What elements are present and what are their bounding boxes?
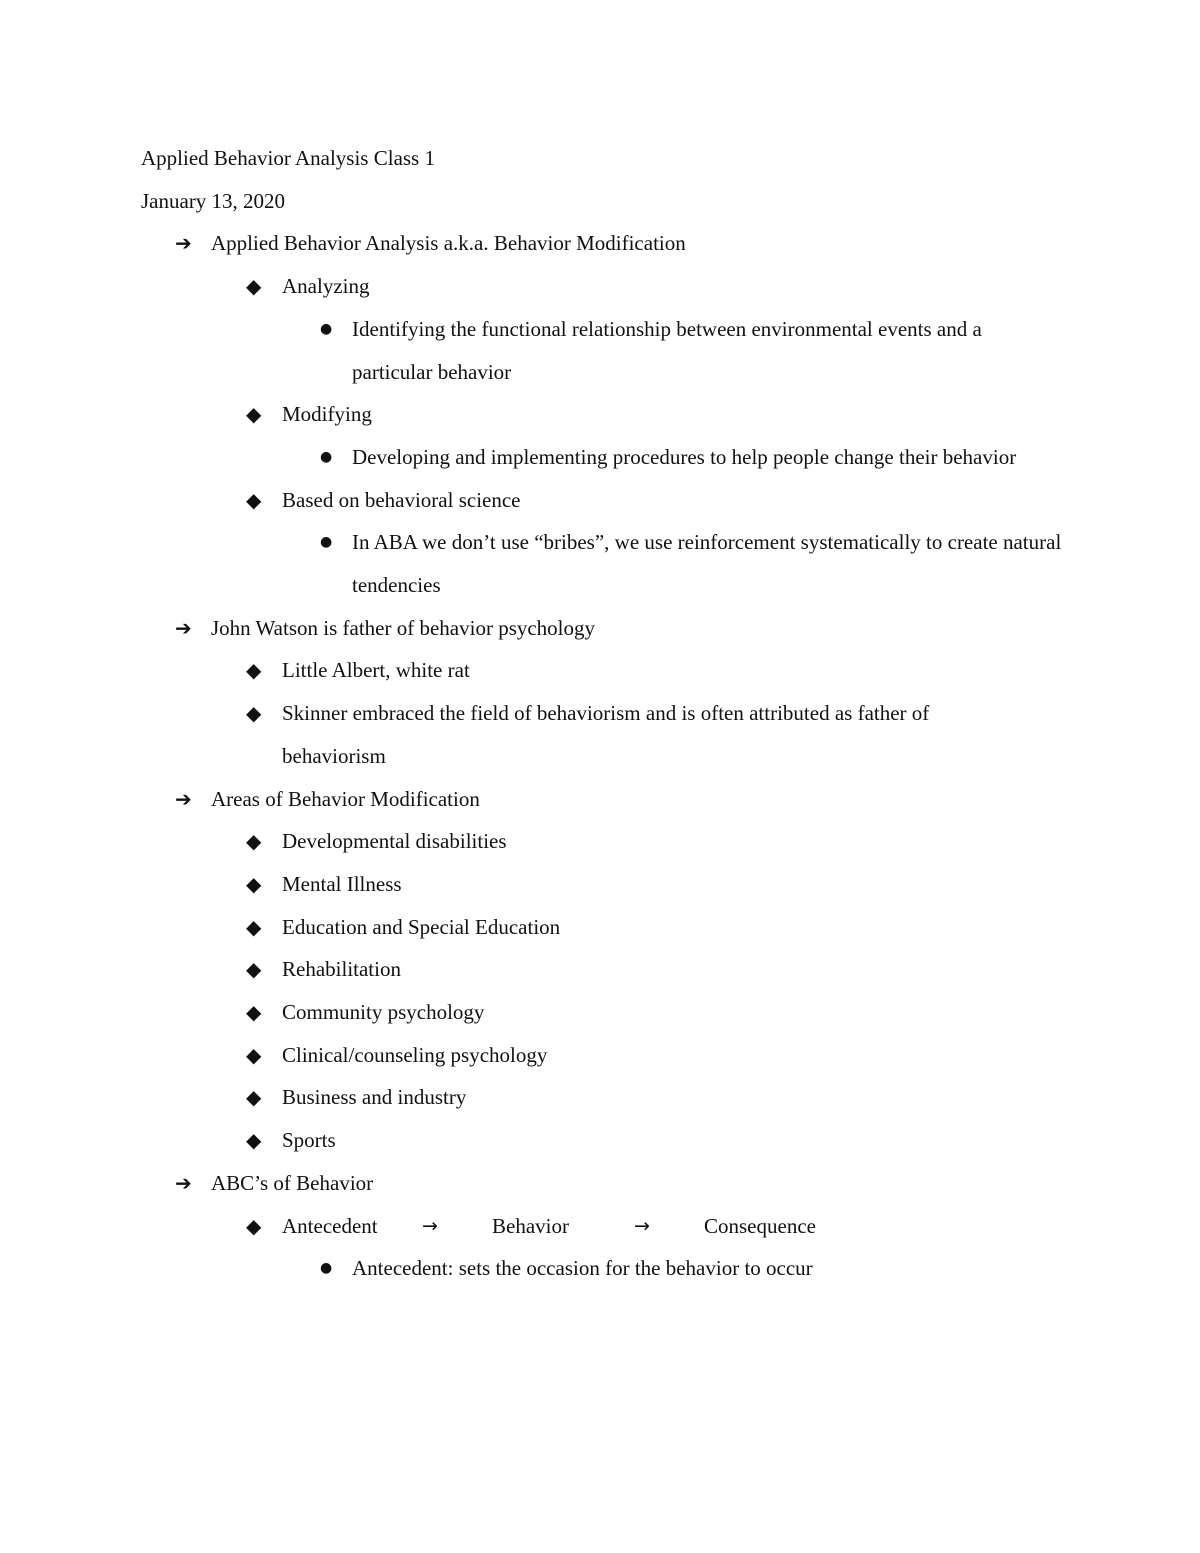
list-item-text: Sports [282,1128,336,1153]
diamond-bullet-icon: ◆ [246,1042,262,1067]
list-item [141,820,1081,863]
section-heading: ABC’s of Behavior [211,1170,374,1195]
list-item-text: Education and Special Education [282,914,561,939]
antecedent-label: Antecedent [282,1213,378,1238]
list-item [141,265,1081,308]
right-arrow-icon: → [422,1214,438,1237]
list-item [141,649,1081,692]
diamond-bullet-icon: ◆ [246,487,262,512]
diamond-bullet-icon: ◆ [246,1000,262,1025]
abc-sequence [282,1205,816,1248]
list-item [141,692,1081,777]
list-item-text: Skinner embraced the field of behaviorism and is often attributed as father of behaviorism [282,701,930,768]
sub-list-item-text: In ABA we don’t use “bribes”, we use reinforcement systematically to create natural tendencies [352,530,1062,598]
section-aba [141,222,1081,265]
list-item-text: Clinical/counseling psychology [282,1042,548,1067]
list-item-text: Business and industry [282,1085,467,1110]
list-item-text: Community psychology [282,1000,485,1025]
consequence-label: Consequence [704,1213,816,1238]
list-item [141,948,1081,991]
diamond-bullet-icon: ◆ [246,658,262,683]
section-heading: Areas of Behavior Modification [211,786,480,811]
list-item [141,863,1081,906]
diamond-bullet-icon: ◆ [246,1213,262,1238]
section-abc [141,1162,1081,1205]
list-item [141,906,1081,949]
diamond-bullet-icon: ◆ [246,402,262,427]
dot-bullet-icon: ● [320,534,333,551]
list-item-text: Modifying [282,402,372,427]
diamond-bullet-icon: ◆ [246,1128,262,1153]
section-heading: John Watson is father of behavior psychology [211,615,596,640]
diamond-bullet-icon: ◆ [246,274,262,299]
list-item-text: Based on behavioral science [282,487,521,512]
document-date: January 13, 2020 [141,188,286,213]
abc-flow [141,1205,1081,1248]
list-item [141,991,1081,1034]
list-item [141,393,1081,436]
document-title: Applied Behavior Analysis Class 1 [141,146,435,170]
arrow-bullet-icon: ➔ [175,786,192,811]
diamond-bullet-icon: ◆ [246,829,262,854]
section-areas [141,778,1081,821]
diamond-bullet-icon: ◆ [246,871,262,896]
list-item-text: Developmental disabilities [282,829,507,854]
diamond-bullet-icon: ◆ [246,1085,262,1110]
list-item [141,1034,1081,1077]
dot-bullet-icon: ● [320,320,333,337]
document-content [141,137,1081,1290]
list-item [141,1076,1081,1119]
list-item-text: Mental Illness [282,871,402,896]
abc-flow-text [282,1205,1022,1248]
list-item [141,1119,1081,1162]
right-arrow-icon: → [634,1214,650,1237]
list-item-text: Rehabilitation [282,957,401,982]
arrow-bullet-icon: ➔ [175,231,192,256]
list-item-text: Little Albert, white rat [282,658,470,683]
list-item [141,479,1081,522]
dot-bullet-icon: ● [320,1260,333,1277]
sub-list-item [141,436,1081,479]
sub-list-item [141,308,1081,393]
list-item-text: Analyzing [282,274,370,299]
arrow-bullet-icon: ➔ [175,1170,192,1195]
diamond-bullet-icon: ◆ [246,957,262,982]
dot-bullet-icon: ● [320,448,333,465]
sub-list-item [141,521,1081,606]
sub-list-item-text: Antecedent: sets the occasion for the behavior to occur [352,1256,813,1281]
sub-list-item-text: Identifying the functional relationship between environmental events and a particular behavior [352,316,982,384]
arrow-bullet-icon: ➔ [175,615,192,640]
sub-list-item [141,1247,1081,1290]
section-heading: Applied Behavior Analysis a.k.a. Behavior Modification [211,231,686,256]
diamond-bullet-icon: ◆ [246,914,262,939]
sub-list-item-text: Developing and implementing procedures to help people change their behavior [352,444,1017,469]
diamond-bullet-icon: ◆ [246,701,262,726]
behavior-label: Behavior [492,1213,569,1238]
section-watson [141,607,1081,650]
